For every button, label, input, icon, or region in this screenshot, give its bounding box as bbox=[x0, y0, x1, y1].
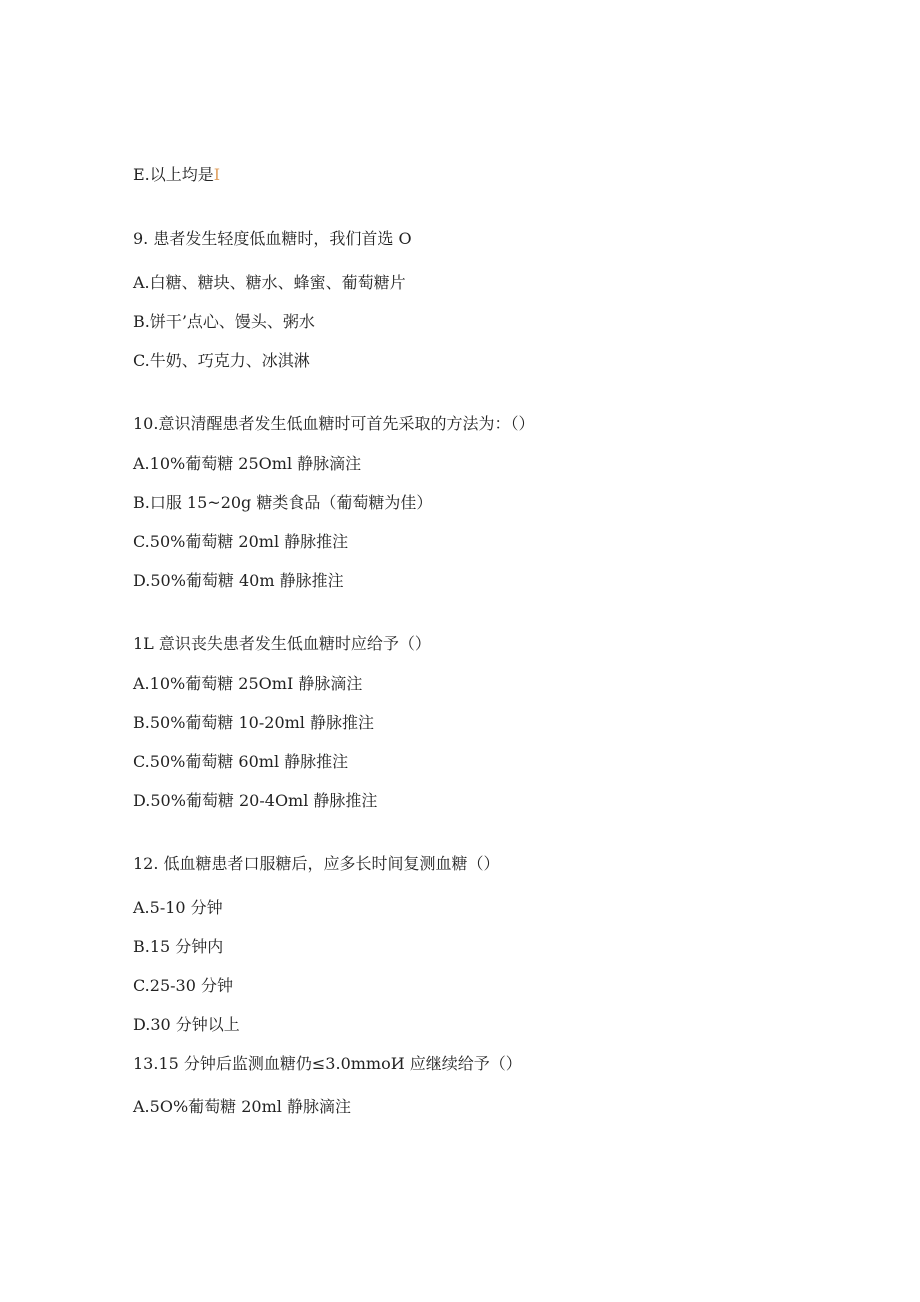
question-12-option-b: B.15 分钟内 bbox=[133, 937, 224, 956]
option-e-text: E.以上均是 bbox=[133, 165, 214, 184]
option-e bbox=[133, 165, 220, 185]
question-10: 10.意识清醒患者发生低血糖时可首先采取的方法为：（） bbox=[133, 414, 535, 433]
question-11-option-b: B.50%葡萄糖 10-20ml 静脉推注 bbox=[133, 713, 374, 732]
question-12: 12. 低血糖患者口服糖后，应多长时间复测血糖（） bbox=[133, 854, 500, 873]
question-9-option-a: A.白糖、糖块、糖水、蜂蜜、葡萄糖片 bbox=[133, 273, 406, 292]
question-13-option-a: A.5O%葡萄糖 20ml 静脉滴注 bbox=[133, 1097, 351, 1116]
question-11-option-c: C.50%葡萄糖 60ml 静脉推注 bbox=[133, 752, 349, 771]
question-10-option-b: B.口服 15~20g 糖类食品（葡萄糖为佳） bbox=[133, 493, 433, 512]
question-10-option-a: A.10%葡萄糖 25Oml 静脉滴注 bbox=[133, 454, 362, 473]
question-9: 9. 患者发生轻度低血糖时，我们首选 O bbox=[133, 229, 412, 248]
question-11: 1L 意识丧失患者发生低血糖时应给予（） bbox=[133, 634, 431, 653]
question-10-option-c: C.50%葡萄糖 20ml 静脉推注 bbox=[133, 532, 349, 551]
question-12-option-d: D.30 分钟以上 bbox=[133, 1015, 240, 1034]
question-13: 13.15 分钟后监测血糖仍≤3.0mmoИ 应继续给予（） bbox=[133, 1054, 522, 1073]
question-10-option-d: D.50%葡萄糖 40m 静脉推注 bbox=[133, 571, 344, 590]
question-11-option-a: A.10%葡萄糖 25OmI 静脉滴注 bbox=[133, 674, 363, 693]
answer-mark: I bbox=[213, 165, 221, 184]
question-12-option-c: C.25-30 分钟 bbox=[133, 976, 233, 995]
question-12-option-a: A.5-10 分钟 bbox=[133, 898, 223, 917]
question-9-option-c: C.牛奶、巧克力、冰淇淋 bbox=[133, 351, 310, 370]
question-9-option-b: B.饼干’点心、馒头、粥水 bbox=[133, 312, 315, 331]
question-11-option-d: D.50%葡萄糖 20-4Oml 静脉推注 bbox=[133, 791, 378, 810]
